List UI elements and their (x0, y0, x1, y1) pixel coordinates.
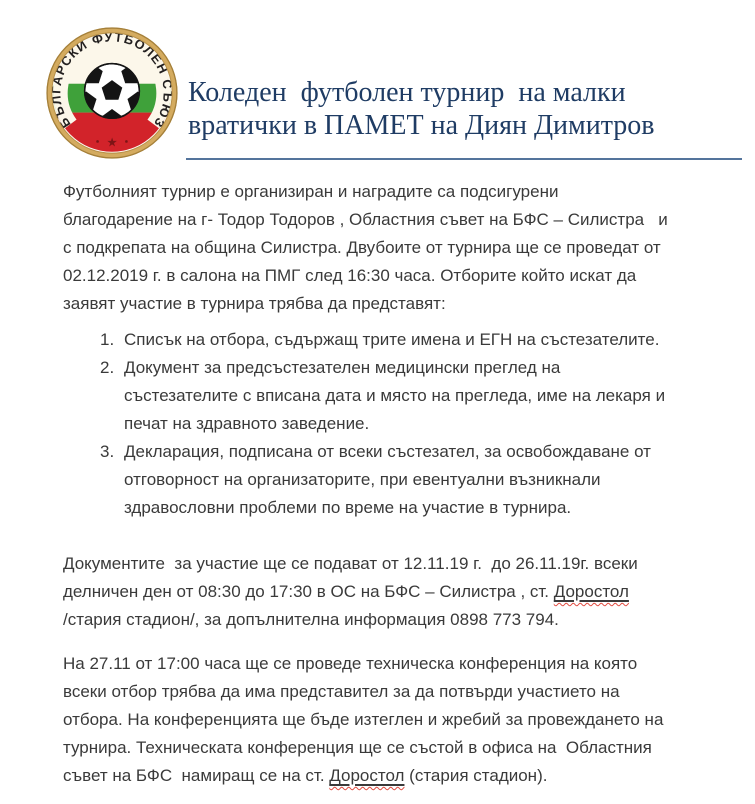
list-item (63, 326, 715, 354)
title-line-2: вратички в ПАМЕТ на Диян Димитров (188, 110, 655, 141)
text-line: заявят участие в турнира трябва да представят: (63, 294, 446, 313)
bfu-logo (45, 26, 179, 160)
text-line: Футболният турнир е организиран и наградите са подсигурени (63, 182, 559, 201)
text-line: здравословни проблеми по време на участие в турнира. (124, 498, 572, 517)
text-line: печат на здравното заведение. (124, 414, 370, 433)
text-line: Списък на отбора, съдържащ трите имена и ЕГН на състезателите. (124, 330, 660, 349)
list-number: 1. (100, 330, 115, 349)
requirements-list (63, 326, 715, 522)
logo-star: ★ (106, 135, 118, 150)
text-line: състезателите с вписана дата и място на прегледа, име на лекаря и (124, 386, 666, 405)
text-line: 02.12.2019 г. в салона на ПМГ след 16:30 часа. Отборите който искат да (63, 266, 637, 285)
text-line: турнира. Техническата конференция ще се състой в офиса на Областния (63, 738, 652, 757)
documents-paragraph (63, 550, 715, 634)
text-line: отбора. На конференцията ще бъде изтеглен и жребий за провеждането на (63, 710, 664, 729)
text-line: Декларация, подписана от всеки състезател, за освобождаване от (124, 442, 651, 461)
list-item (63, 438, 715, 522)
list-number: 3. (100, 442, 115, 461)
logo-arc-label: БЪЛГАРСКИ ФУТБОЛЕН СЪЮЗ (48, 29, 176, 132)
paragraph-gap (63, 634, 715, 650)
list-number: 2. (100, 358, 115, 377)
title-line-1: Коледен футболен турнир на малки (188, 77, 626, 108)
text-line: /стария стадион/, за допълнителна информация 0898 773 794. (63, 610, 559, 629)
text-line: с подкрепата на община Силистра. Двубоите от турнира ще се проведат от (63, 238, 661, 257)
list-item (63, 354, 715, 438)
text-line (63, 762, 715, 790)
spellcheck-word: Доростол (553, 582, 629, 601)
text-line: благодарение на г- Тодор Тодоров , Областния съвет на БФС – Силистра и (63, 210, 668, 229)
text-line: Документ за предсъстезателен медицински преглед на (124, 358, 561, 377)
blank-line (63, 522, 715, 550)
underlined-word (554, 582, 629, 601)
title-block (186, 26, 742, 160)
underlined-word (329, 766, 404, 785)
bfu-crest-icon (45, 26, 179, 160)
spellcheck-word: Доростол (329, 766, 405, 785)
text-line: На 27.11 от 17:00 часа ще се проведе техническа конференция на която (63, 654, 638, 673)
conference-paragraph (63, 650, 715, 790)
text-segment: (стария стадион). (404, 766, 548, 785)
text-segment: съвет на БФС намиращ се на ст. (63, 766, 330, 785)
text-line: отговорност на организаторите, при евентуални възникнали (124, 470, 601, 489)
document-body (63, 178, 715, 790)
intro-paragraph (63, 178, 715, 318)
text-line: Документите за участие ще се подават от 12.11.19 г. до 26.11.19г. всеки (63, 554, 638, 573)
text-line: всеки отбор трябва да има представител за да потвърди участието на (63, 682, 620, 701)
text-segment: делничен ден от 08:30 до 17:30 в ОС на БФС – Силистра , ст. (63, 582, 554, 601)
page-title (188, 76, 742, 142)
text-line (63, 578, 715, 606)
document-header (45, 26, 742, 160)
